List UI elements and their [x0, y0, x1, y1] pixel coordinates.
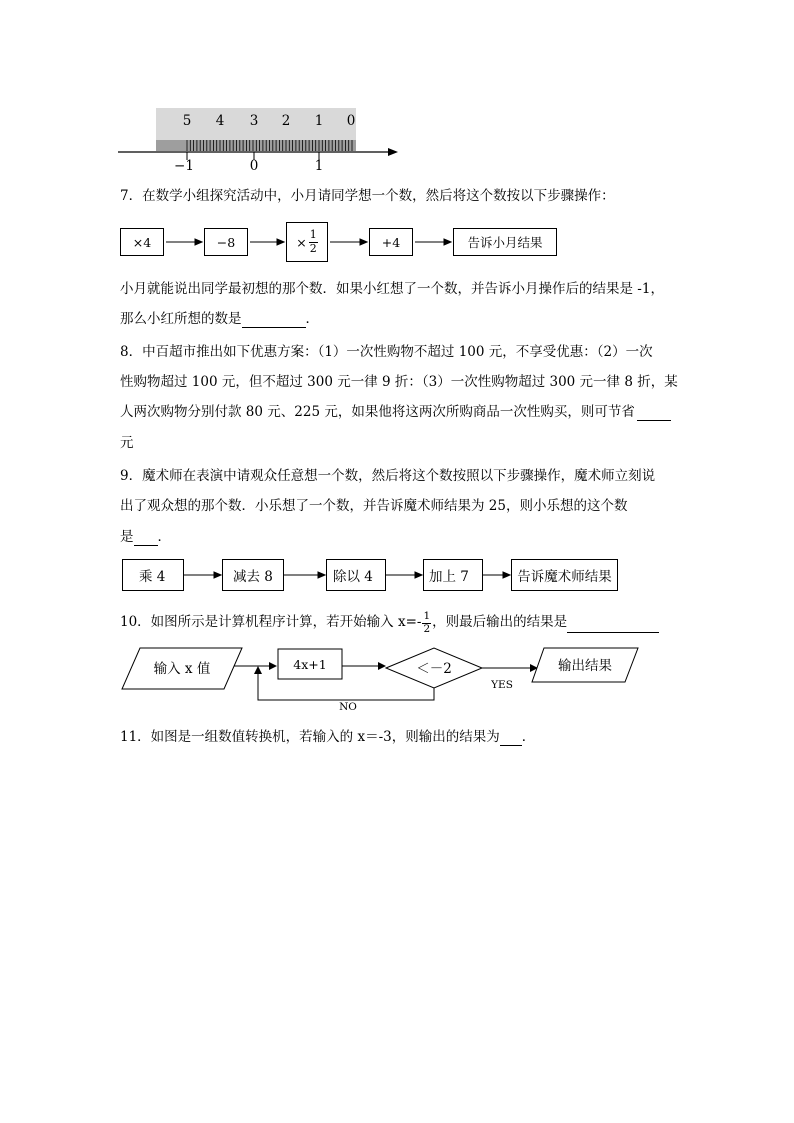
arrow-icon: [503, 572, 510, 578]
q9-step-box: 加上 7: [423, 559, 483, 591]
q9-result-box: 告诉魔术师结果: [511, 559, 618, 591]
arrow-icon: [378, 662, 386, 670]
ruler-top-label: 5: [182, 113, 192, 129]
q8-line1: 8．中百超市推出如下优惠方案：（1）一次性购物不超过 100 元，不享受优惠：（2）一次: [120, 344, 653, 360]
arrow-icon: [360, 239, 367, 245]
q7-step-box: +4: [369, 228, 413, 256]
q8-line3: 人两次购物分别付款 80 元、225 元，如果他将这两次所购商品一次性购买，则可节省: [120, 406, 671, 421]
fraction-numerator: 1: [309, 228, 317, 242]
q7-line2: 小月就能说出同学最初想的那个数．如果小红想了一个数，并告诉小月操作后的结果是 -1，: [120, 281, 664, 297]
answer-blank[interactable]: [500, 731, 522, 746]
q8-line2: 性购物超过 100 元，但不超过 300 元一律 9 折：（3）一次性购物超过 300 元一律 8 折，某: [120, 374, 678, 390]
q9-step-box: 减去 8: [222, 559, 284, 591]
ruler-top-label: 0: [346, 113, 356, 129]
answer-blank[interactable]: [242, 313, 306, 328]
q9-step-box: 乘 4: [122, 559, 184, 591]
axis-bottom-label: 1: [314, 158, 324, 174]
q11-line: 11．如图是一组数值转换机，若输入的 x＝-3，则输出的结果为 ．: [120, 729, 536, 745]
ruler-top-label: 4: [215, 113, 225, 129]
q9-line2: 出了观众想的那个数．小乐想了一个数，并告诉魔术师结果为 25，则小乐想的这个数: [120, 498, 628, 514]
answer-blank[interactable]: [637, 406, 671, 421]
q9-line3: 是 ．: [120, 529, 171, 545]
q7-arrows: [0, 0, 794, 300]
arrow-icon: [254, 666, 262, 674]
output-label: 输出结果: [558, 658, 612, 674]
q7-step-box: ×4: [120, 228, 164, 256]
decision-label: ＜－2: [416, 661, 452, 677]
q9-step-box: 除以 4: [326, 559, 386, 591]
answer-blank[interactable]: [567, 619, 659, 634]
arrow-icon: [269, 662, 277, 670]
q9-arrows: [0, 540, 794, 600]
ruler-top-label: 2: [281, 113, 291, 129]
axis-bottom-label: −1: [174, 158, 194, 174]
q10-program-flowchart: [120, 640, 650, 715]
q7-step-box: −8: [204, 228, 248, 256]
q9-line1: 9．魔术师在表演中请观众任意想一个数，然后将这个数按照以下步骤操作，魔术师立刻说: [120, 468, 656, 484]
input-label: 输入 x 值: [153, 661, 211, 677]
arrow-icon: [318, 572, 325, 578]
process-label: 4x+1: [293, 657, 327, 672]
arrow-icon: [415, 572, 422, 578]
q7-line3: 那么小红所想的数是 ．: [120, 311, 319, 327]
ruler-top-label: 1: [314, 113, 324, 129]
fraction-denominator: 2: [309, 241, 317, 255]
fraction-denominator: 2: [423, 622, 431, 635]
axis-bottom-label: 0: [249, 158, 259, 174]
arrow-icon: [277, 239, 284, 245]
arrow-icon: [195, 239, 202, 245]
q7-line1: 7．在数学小组探究活动中，小月请同学想一个数，然后将这个数按以下步骤操作：: [120, 188, 615, 204]
q7-result-box: 告诉小月结果: [453, 228, 557, 256]
arrow-icon: [444, 239, 451, 245]
times-sign: ×: [296, 234, 307, 250]
q8-line4: 元: [120, 435, 134, 451]
arrow-icon: [214, 572, 221, 578]
no-label: NO: [339, 701, 357, 713]
fraction-numerator: 1: [423, 610, 431, 623]
q10-line: 10．如图所示是计算机程序计算，若开始输入 x=- $\frac{1}{2}$ ，则最后输出的结果是: [120, 611, 659, 635]
ruler-top-label: 3: [249, 113, 259, 129]
yes-label: YES: [491, 679, 513, 691]
